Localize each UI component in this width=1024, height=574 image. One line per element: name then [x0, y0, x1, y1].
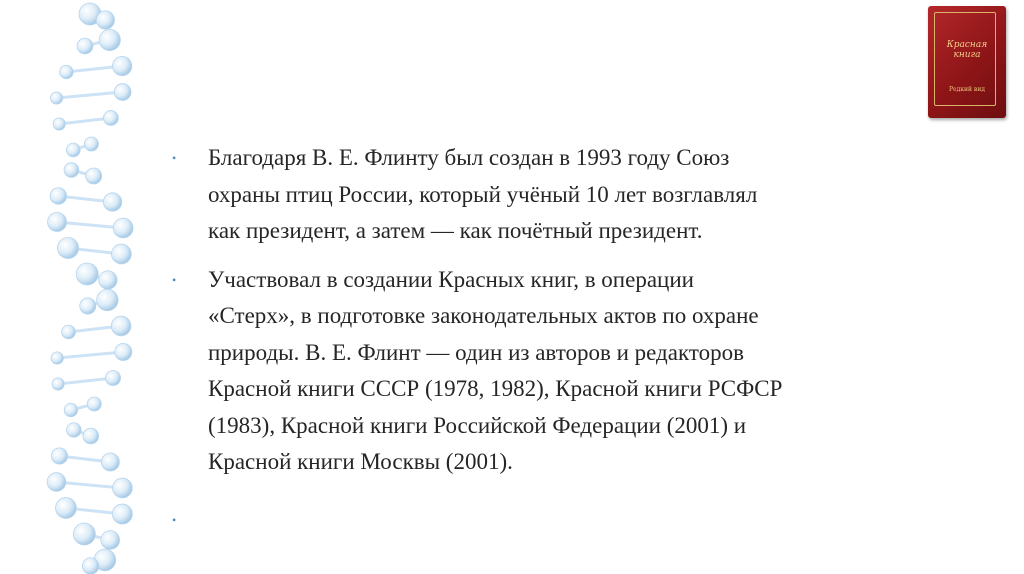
dna-bead [51, 448, 67, 464]
dna-bead [113, 218, 133, 238]
dna-bead [87, 397, 101, 411]
dna-bead [97, 289, 118, 310]
dna-bead [82, 558, 98, 574]
dna-bead [111, 244, 131, 264]
dna-rung [58, 378, 113, 384]
dna-bead [76, 263, 98, 285]
list-item [172, 140, 992, 250]
dna-bead [60, 65, 74, 79]
dna-bead [101, 531, 120, 550]
dna-bead [73, 523, 95, 545]
dna-bead [106, 370, 121, 385]
dna-rung [57, 352, 123, 358]
dna-bead [86, 168, 102, 184]
dna-bead [84, 137, 98, 151]
dna-bead [114, 84, 131, 101]
dna-bead [57, 237, 78, 258]
dna-bead [67, 423, 81, 437]
dna-bead [83, 428, 99, 444]
dna-bead [52, 378, 64, 390]
dna-helix-decoration [40, 0, 180, 574]
dna-bead [64, 163, 79, 178]
red-book-title-line2: книга [953, 50, 981, 60]
dna-bead [64, 403, 77, 416]
dna-rung [57, 92, 123, 98]
dna-bead [77, 38, 93, 54]
dna-bead [115, 343, 132, 360]
bullet-text-2: Участвовал в создании Красных книг, в операции «Стерх», в подготовке законодательных актов по охране природы. В. Е. Флинт — один из авторов и редакторов Красной книги СССР (1978, 1982), Красной книги РСФСР (1983), Красной книги Российской Федерации (2001) и Красной книги Москвы (2001). [208, 266, 783, 474]
red-book-title [928, 40, 1006, 60]
dna-bead [113, 478, 133, 498]
dna-bead [101, 453, 119, 471]
dna-bead [112, 504, 132, 524]
list-item [172, 262, 992, 481]
dna-bead [99, 29, 120, 50]
dna-bead [56, 498, 77, 519]
red-book-title-line1: Красная [946, 40, 988, 50]
bullet-text-1: Благодаря В. Е. Флинту был создан в 1993 году Союз охраны птиц России, который учёный 10 лет возглавлял как президент, а затем — как почётный президент. [208, 145, 758, 243]
dna-bead [48, 213, 67, 232]
dna-bead [51, 352, 63, 364]
dna-bead [50, 188, 67, 205]
dna-bead [53, 118, 65, 130]
dna-bead [66, 143, 80, 157]
bullet-marker: • [172, 151, 177, 165]
dna-bead [50, 92, 62, 104]
bullet-list [172, 140, 992, 493]
dna-bead [103, 193, 121, 211]
red-book-image [928, 6, 1006, 118]
dna-bead [99, 271, 117, 289]
dna-bead [80, 298, 96, 314]
dna-bead [62, 325, 76, 339]
dna-bead [96, 11, 114, 29]
dna-bead [103, 111, 118, 126]
bullet-marker: • [172, 272, 177, 287]
dna-bead [111, 316, 131, 336]
dna-bead [47, 473, 66, 492]
red-book-subtitle: Редкий вид [948, 86, 985, 93]
empty-bullet-marker: • [172, 513, 177, 527]
dna-bead [113, 56, 132, 75]
